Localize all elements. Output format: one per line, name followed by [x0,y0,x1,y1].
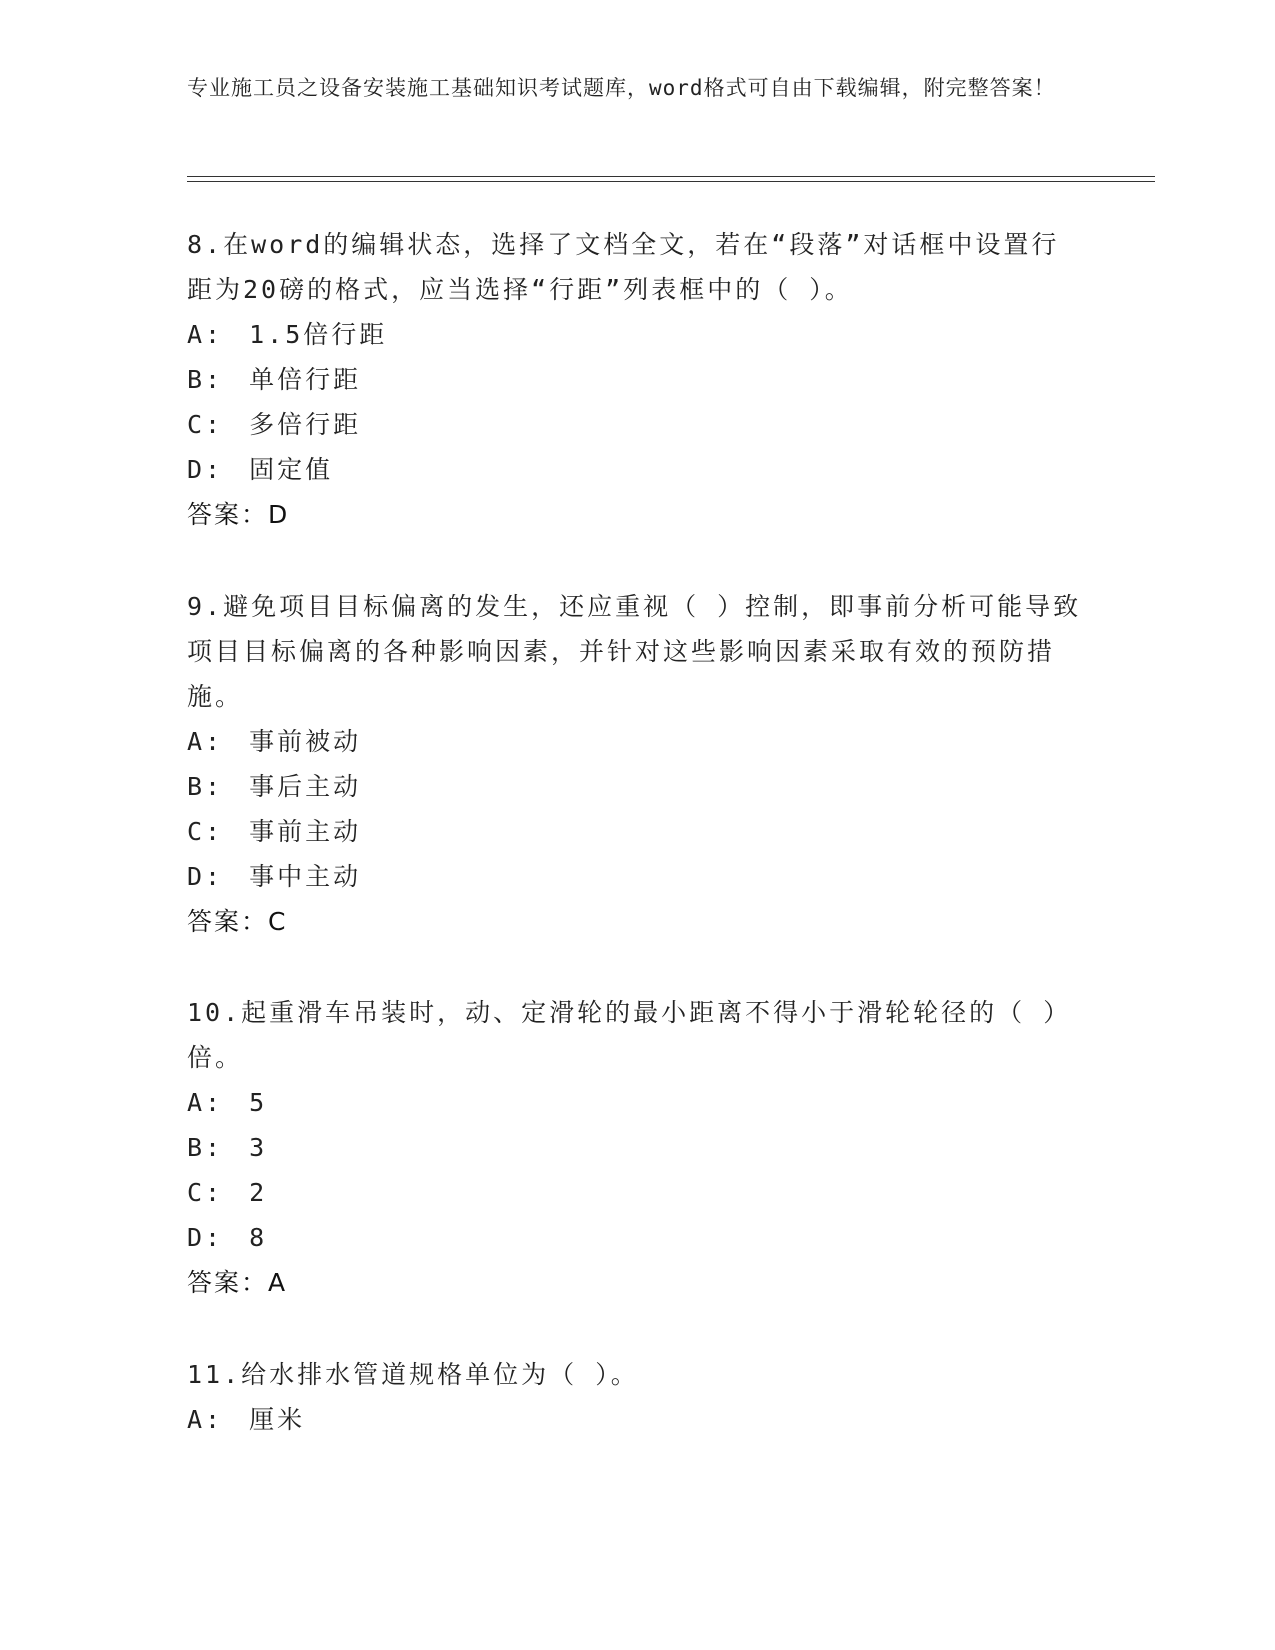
option-c [187,402,1087,447]
option-key: A: [187,320,224,349]
option-text: 5 [249,1088,268,1117]
option-c [187,1170,1087,1215]
option-key: A: [187,1405,224,1434]
option-d [187,854,1087,899]
option-text: 8 [249,1223,268,1252]
option-a [187,312,1087,357]
option-text: 1.5倍行距 [249,320,388,349]
option-text: 事中主动 [249,862,362,891]
option-text: 厘米 [249,1405,306,1434]
option-key: A: [187,1088,224,1117]
option-a [187,1080,1087,1125]
option-b [187,1125,1087,1170]
option-key: A: [187,727,224,756]
question-stem: 11.给水排水管道规格单位为（ ）。 [187,1360,639,1389]
option-b [187,764,1087,809]
option-key: C: [187,410,224,439]
option-key: C: [187,817,224,846]
question-11 [187,1352,1087,1442]
option-b [187,357,1087,402]
option-d [187,1215,1087,1260]
option-key: C: [187,1178,224,1207]
option-key: D: [187,862,224,891]
option-a [187,1397,1087,1442]
option-text: 固定值 [249,455,334,484]
header-divider-bottom [187,181,1155,182]
question-8 [187,222,1087,537]
option-key: B: [187,1133,224,1162]
option-text: 事前主动 [249,817,362,846]
option-key: B: [187,772,224,801]
option-c [187,809,1087,854]
option-text: 单倍行距 [249,365,362,394]
option-key: D: [187,1223,224,1252]
option-key: D: [187,455,224,484]
option-text: 多倍行距 [249,410,362,439]
question-10 [187,990,1087,1305]
answer: 答案：C [187,907,288,936]
option-text: 事后主动 [249,772,362,801]
option-key: B: [187,365,224,394]
answer: 答案：D [187,500,290,529]
answer: 答案：A [187,1268,288,1297]
option-text: 2 [249,1178,268,1207]
document-header: 专业施工员之设备安装施工基础知识考试题库，word格式可自由下载编辑，附完整答案！ [187,76,1056,100]
option-text: 3 [249,1133,268,1162]
option-text: 事前被动 [249,727,362,756]
option-a [187,719,1087,764]
option-d [187,447,1087,492]
header-divider-top [187,176,1155,177]
question-stem: 10.起重滑车吊装时，动、定滑轮的最小距离不得小于滑轮轮径的（ ）倍。 [187,998,1072,1072]
question-stem: 8.在word的编辑状态，选择了文档全文，若在“段落”对话框中设置行距为20磅的格式，应当选择“行距”列表框中的（ ）。 [187,230,1060,304]
question-stem: 9.避免项目目标偏离的发生，还应重视（ ）控制，即事前分析可能导致项目目标偏离的各种影响因素，并针对这些影响因素采取有效的预防措施。 [187,592,1082,711]
question-9 [187,584,1087,944]
